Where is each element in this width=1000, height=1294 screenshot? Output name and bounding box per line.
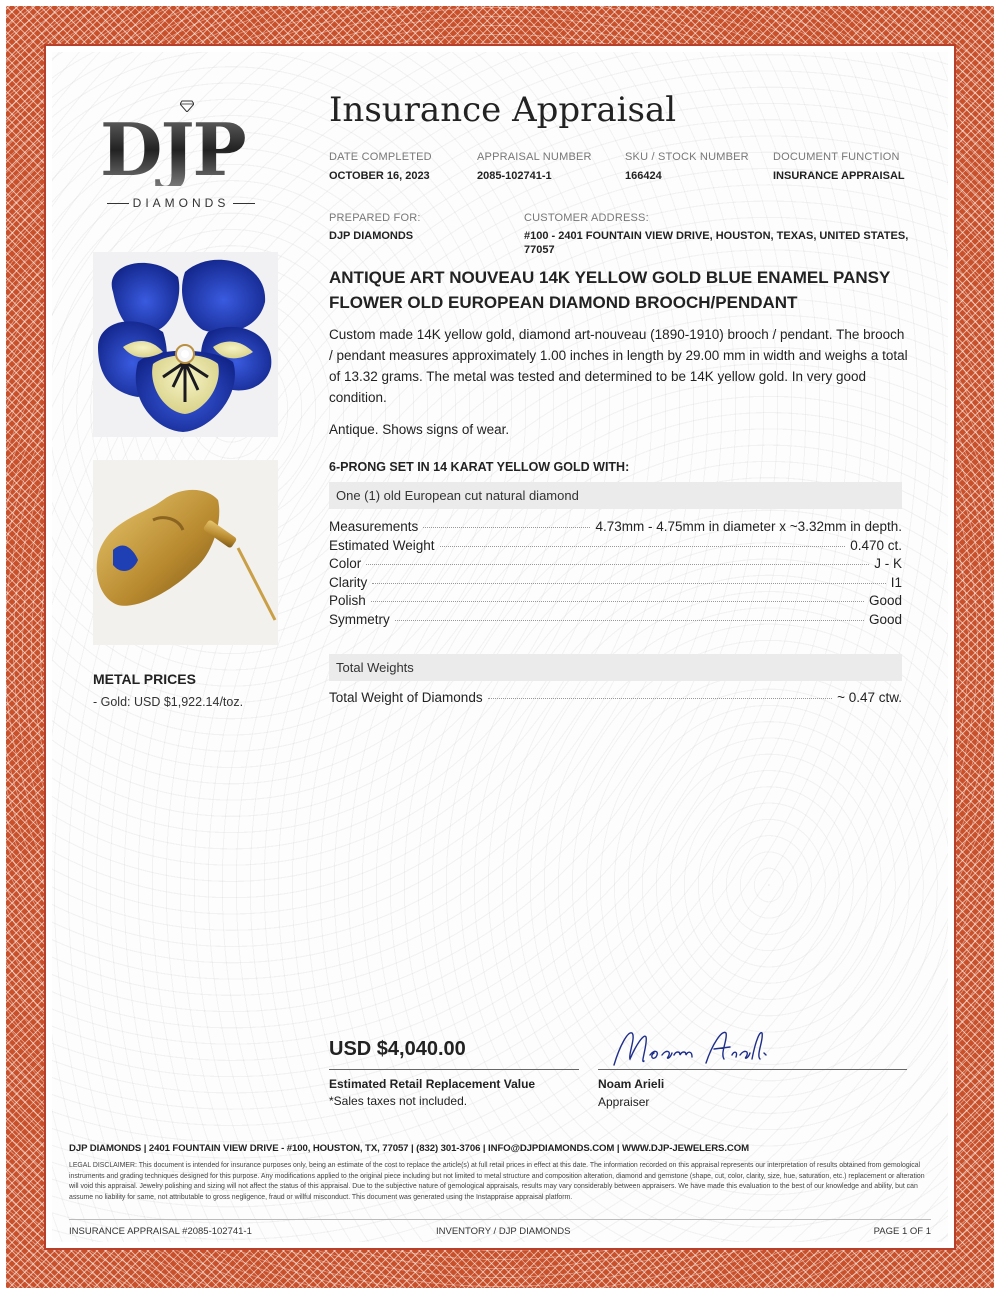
logo-letters: DJP — [100, 107, 245, 192]
appraiser-signature — [610, 1025, 770, 1073]
customer-address-label: CUSTOMER ADDRESS: — [524, 212, 649, 224]
sku-label: SKU / STOCK NUMBER — [625, 151, 749, 163]
spec-label: Color — [329, 556, 362, 572]
date-label: DATE COMPLETED — [329, 151, 432, 163]
company-contact-line: DJP DIAMONDS | 2401 FOUNTAIN VIEW DRIVE - #100, HOUSTON, TX, 77057 | (832) 301-3706 | INFO@DJPDIAMONDS.COM | WWW.DJP-JEWELERS.COM — [69, 1143, 749, 1154]
item-description: Custom made 14K yellow gold, diamond art-nouveau (1890-1910) brooch / pendant. The brooch / pendant measures approximately 1.00 inches in length by 29.00 mm in width and weighs a total of 13.32 grams. The metal was tested and determined to be 14K yellow gold. In very good condition. — [329, 327, 908, 405]
price-divider — [329, 1069, 579, 1070]
item-note: Antique. Shows signs of wear. — [329, 422, 510, 437]
replacement-value: USD $4,040.00 — [329, 1038, 466, 1060]
spec-row — [329, 593, 902, 612]
signature-divider — [598, 1069, 907, 1070]
appraisal-number-value: 2085-102741-1 — [477, 170, 552, 182]
spec-label: Symmetry — [329, 611, 390, 627]
spec-value: Good — [868, 593, 902, 609]
item-title: ANTIQUE ART NOUVEAU 14K YELLOW GOLD BLUE ENAMEL PANSY FLOWER OLD EUROPEAN DIAMOND BROOCH/PENDANT — [329, 268, 891, 312]
appraiser-name: Noam Arieli — [598, 1077, 665, 1091]
total-row — [329, 690, 902, 709]
logo-subtitle: DIAMONDS — [96, 196, 266, 210]
spec-label: Polish — [329, 593, 366, 609]
tax-note: *Sales taxes not included. — [329, 1094, 468, 1108]
spec-row — [329, 612, 902, 631]
total-value: ~ 0.47 ctw. — [837, 690, 902, 705]
pansy-brooch-illustration — [93, 252, 278, 437]
legal-disclaimer: LEGAL DISCLAIMER: This document is intended for insurance purposes only, being an estimate of the cost to replace the article(s) at full retail prices in effect at this date. The information recorded on this appraisal represents our interpretation of results obtained from gemological instruments and grading techniques designed for this purpose. Any modifications applied to the original piece including but not limited to metal structure and composition alteration, diamond and gemstone (shape, cut, color, clarity, size, hue, saturation, etc.) replacement or alteration will void this appraisal. Jewelry polishing and sizing will not affect the status of this appraisal. Due to the subjective nature of gemological appraisals, results may vary considerably between appraisers. We have made this evaluation to the best of our knowledge and ability, but can assume no liability for same, not attributable to gross negligence, fraud or willful misconduct. This document was generated using the Instappraise appraisal platform. — [69, 1162, 925, 1201]
customer-address-line1: #100 - 2401 FOUNTAIN VIEW DRIVE, HOUSTON, TEXAS, UNITED STATES, — [524, 230, 909, 242]
gold-price: - Gold: USD $1,922.14/toz. — [93, 695, 244, 709]
product-image-side — [93, 460, 278, 645]
total-weights-bar: Total Weights — [329, 654, 902, 681]
date-value: OCTOBER 16, 2023 — [329, 170, 430, 182]
document-function-value: INSURANCE APPRAISAL — [773, 170, 905, 182]
replacement-value-label: Estimated Retail Replacement Value — [329, 1077, 536, 1091]
spec-value: I1 — [890, 574, 902, 590]
footer-appraisal-id: INSURANCE APPRAISAL #2085-102741-1 — [69, 1226, 252, 1237]
setting-heading: 6-PRONG SET IN 14 KARAT YELLOW GOLD WITH: — [329, 460, 630, 474]
footer-page-number: PAGE 1 OF 1 — [873, 1226, 931, 1237]
metal-prices-title: METAL PRICES — [93, 671, 196, 687]
document-title: Insurance Appraisal — [329, 90, 677, 130]
sku-value: 166424 — [625, 170, 662, 182]
spec-row — [329, 538, 902, 557]
spec-value: J - K — [874, 556, 902, 572]
spec-label: Estimated Weight — [329, 537, 435, 553]
total-label: Total Weight of Diamonds — [329, 690, 483, 705]
document-function-label: DOCUMENT FUNCTION — [773, 151, 900, 163]
spec-row — [329, 556, 902, 575]
spec-table — [329, 519, 902, 631]
customer-address-line2: 77057 — [524, 244, 555, 256]
company-logo — [96, 100, 276, 220]
spec-row — [329, 575, 902, 594]
footer-divider — [69, 1219, 931, 1220]
prepared-for-label: PREPARED FOR: — [329, 212, 421, 224]
appraiser-title: Appraiser — [598, 1095, 650, 1109]
brooch-side-illustration — [93, 460, 278, 645]
spec-label: Clarity — [329, 574, 368, 590]
spec-value: Good — [868, 611, 902, 627]
spec-label: Measurements — [329, 519, 419, 534]
stone-description-bar: One (1) old European cut natural diamond — [329, 482, 902, 509]
product-image-front — [93, 252, 278, 437]
totals-table — [329, 690, 902, 709]
footer-inventory: INVENTORY / DJP DIAMONDS — [436, 1226, 571, 1237]
spec-value: 0.470 ct. — [850, 537, 902, 553]
prepared-for-value: DJP DIAMONDS — [329, 230, 414, 242]
appraisal-number-label: APPRAISAL NUMBER — [477, 151, 592, 163]
spec-row — [329, 519, 902, 538]
spec-value: 4.73mm - 4.75mm in diameter x ~3.32mm in depth. — [595, 519, 902, 534]
